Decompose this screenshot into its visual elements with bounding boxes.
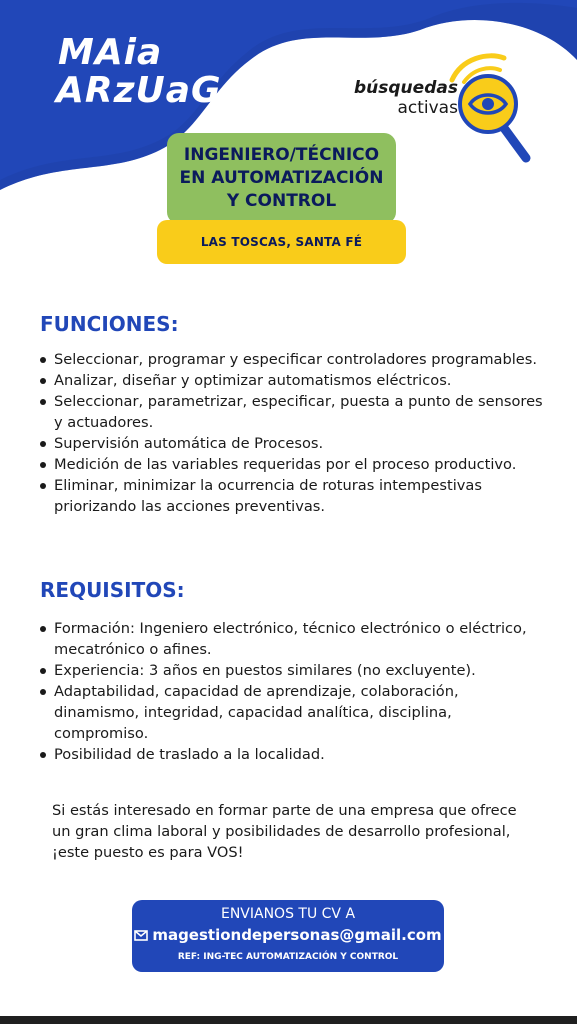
badge-line-2: activas bbox=[397, 98, 458, 118]
bottom-strip bbox=[0, 1016, 577, 1024]
mail-icon bbox=[134, 930, 148, 941]
requisitos-heading: REQUISITOS: bbox=[40, 578, 185, 602]
location-box bbox=[157, 220, 406, 264]
list-item: Formación: Ingeniero electrónico, técnico electrónico o eléctrico, mecatrónico o afines. bbox=[36, 618, 546, 660]
location-label: LAS TOSCAS, SANTA FÉ bbox=[200, 235, 363, 249]
list-item: Experiencia: 3 años en puestos similares (no excluyente). bbox=[36, 660, 546, 681]
busquedas-badge bbox=[354, 78, 458, 118]
brand-line-1: MAia bbox=[58, 32, 163, 73]
closing-text: Si estás interesado en formar parte de una empresa que ofrece un gran clima laboral y posibilidades de desarrollo profesional, ¡este puesto es para VOS! bbox=[52, 802, 517, 861]
cta-email[interactable]: magestiondepersonas@gmail.com bbox=[152, 926, 442, 944]
requisitos-list bbox=[36, 618, 546, 765]
cta-reference: REF: ING-TEC AUTOMATIZACIÓN Y CONTROL bbox=[177, 952, 399, 962]
list-item: Supervisión automática de Procesos. bbox=[36, 433, 546, 454]
list-item: Seleccionar, parametrizar, especificar, puesta a punto de sensores y actuadores. bbox=[36, 391, 546, 433]
cta-line-1: ENVIANOS TU CV A bbox=[220, 906, 356, 922]
brand-logo bbox=[58, 34, 247, 110]
brand-line-2: ARzUaGa bbox=[56, 70, 247, 111]
job-title: INGENIERO/TÉCNICO EN AUTOMATIZACIÓN Y CONTROL bbox=[179, 145, 384, 211]
magnifier-eye-icon bbox=[448, 50, 534, 168]
funciones-heading: FUNCIONES: bbox=[40, 312, 179, 336]
cta-email-row[interactable] bbox=[132, 926, 444, 944]
list-item: Posibilidad de traslado a la localidad. bbox=[36, 744, 546, 765]
list-item: Seleccionar, programar y especificar controladores programables. bbox=[36, 349, 546, 370]
list-item: Adaptabilidad, capacidad de aprendizaje, colaboración, dinamismo, integridad, capacidad analítica, disciplina, compromiso. bbox=[36, 681, 546, 744]
funciones-list bbox=[36, 349, 546, 517]
job-title-box bbox=[167, 133, 396, 224]
list-item: Medición de las variables requeridas por el proceso productivo. bbox=[36, 454, 546, 475]
list-item: Eliminar, minimizar la ocurrencia de roturas intempestivas priorizando las acciones preventivas. bbox=[36, 475, 546, 517]
badge-line-1: búsquedas bbox=[354, 78, 458, 98]
list-item: Analizar, diseñar y optimizar automatismos eléctricos. bbox=[36, 370, 546, 391]
cta-box bbox=[132, 900, 444, 972]
